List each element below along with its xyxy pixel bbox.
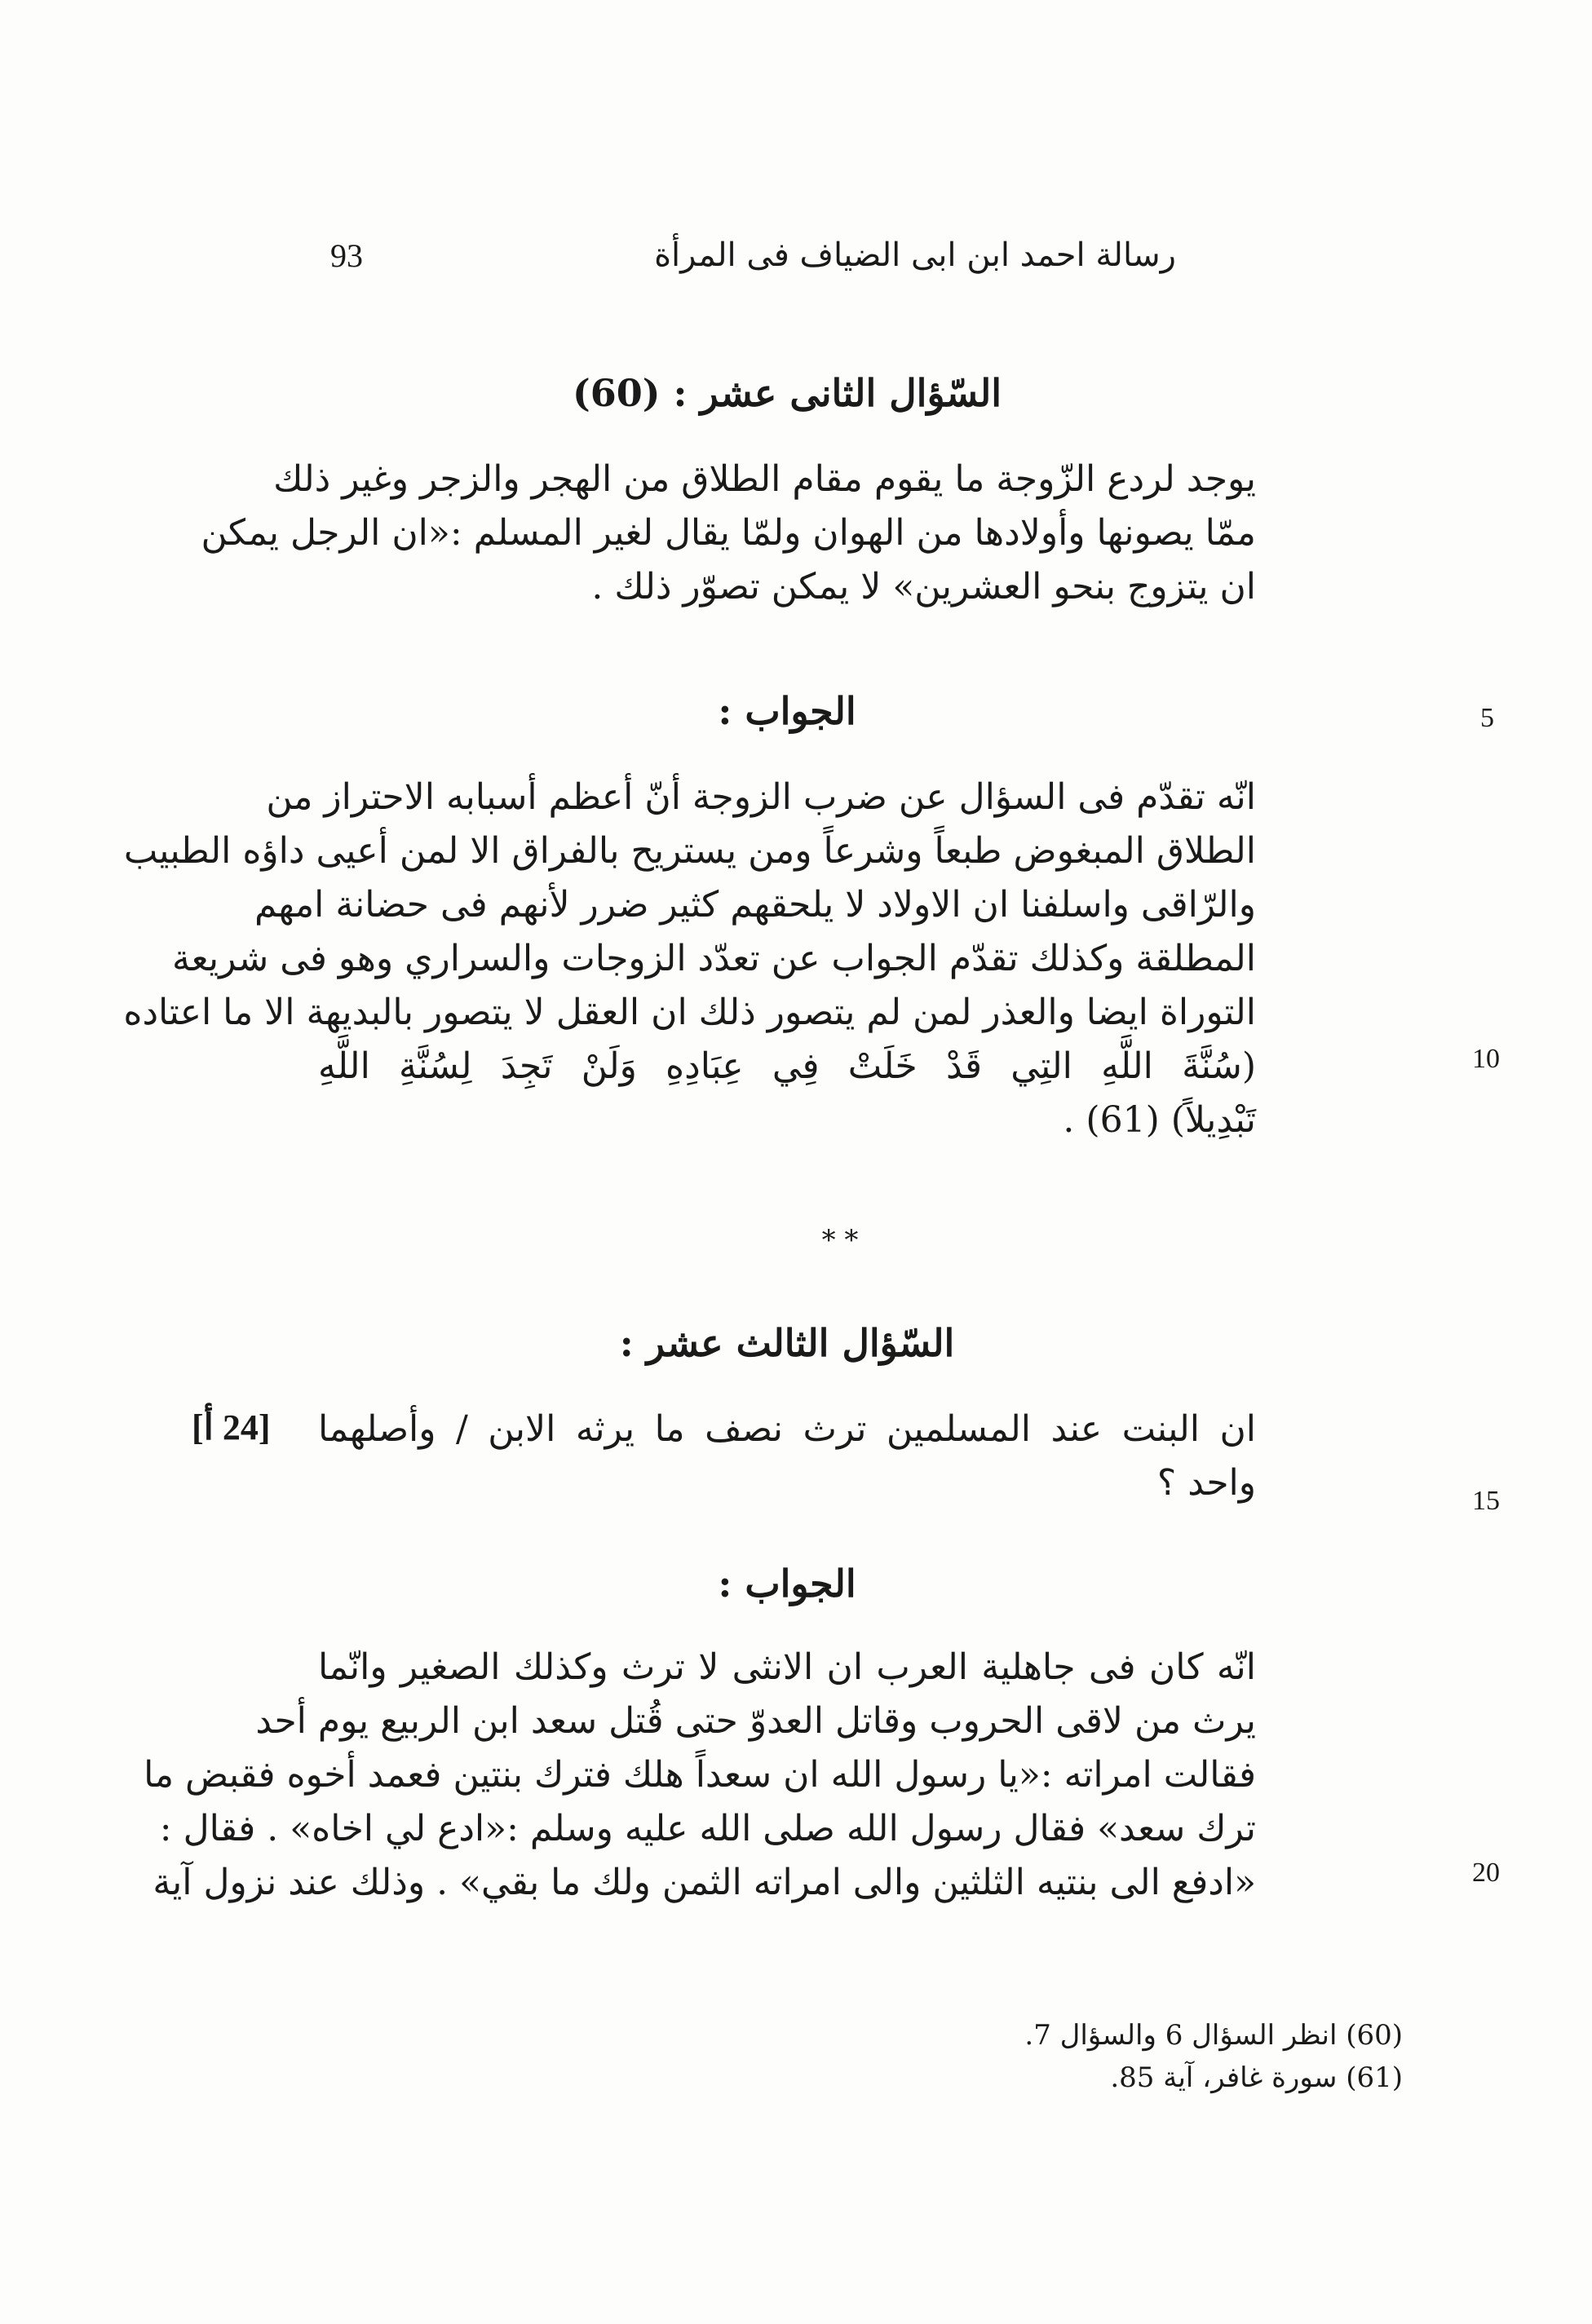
text-line: فقالت امراته :«يا رسول الله ان سعداً هلك فترك بنتين فعمد أخوه فقبض ما <box>144 1754 1256 1796</box>
question-13-heading: السّؤال الثالث عشر : <box>619 1321 955 1365</box>
text-line: (سُنَّةَ اللَّهِ التِي قَدْ خَلَتْ فِي عِبَادِهِ وَلَنْ تَجِدَ لِسُنَّةِ اللَّهِ <box>318 1045 1256 1087</box>
footnote-61: (61) سورة غافر، آية 85. <box>1110 2061 1403 2094</box>
text-line: ممّا يصونها وأولادها من الهوان ولمّا يقال لغير المسلم :«ان الرجل يمكن <box>201 512 1256 554</box>
question-12-heading: السّؤال الثانى عشر : (60) <box>572 371 1002 415</box>
answer-12-heading: الجواب : <box>718 689 856 733</box>
text-line: واحد ؟ <box>1156 1462 1256 1504</box>
text-line: ترك سعد» فقال رسول الله صلى الله عليه وسلم :«ادع لي اخاه» . فقال : <box>159 1808 1256 1849</box>
manuscript-folio-reference: [24 أ] <box>192 1407 271 1447</box>
question-13-text <box>318 1403 1256 1510</box>
text-line: تَبْدِيلاً) (61) . <box>1063 1099 1256 1141</box>
answer-12-text <box>123 771 1256 1147</box>
text-line: يوجد لردع الزّوجة ما يقوم مقام الطلاق من الهجر والزجر وغير ذلك <box>273 458 1256 500</box>
line-number-5: 5 <box>1480 703 1494 733</box>
answer-13-text <box>144 1641 1256 1910</box>
text-line: المطلقة وكذلك تقدّم الجواب عن تعدّد الزوجات والسراري وهو فى شريعة <box>172 938 1256 979</box>
answer-13-heading: الجواب : <box>718 1562 856 1606</box>
section-separator-asterisks: * * <box>821 1224 859 1257</box>
text-line: التوراة ايضا والعذر لمن لم يتصور ذلك ان العقل لا يتصور بالبديهة الا ما اعتاده <box>123 992 1256 1033</box>
line-number-10: 10 <box>1472 1044 1500 1074</box>
footnote-60: (60) انظر السؤال 6 والسؤال 7. <box>1024 2019 1403 2052</box>
footnotes <box>816 2014 1403 2099</box>
text-line: ان البنت عند المسلمين ترث نصف ما يرثه الابن / وأصلهما <box>318 1408 1256 1450</box>
page-number: 93 <box>330 237 363 274</box>
text-line: انّه كان فى جاهلية العرب ان الانثى لا ترث وكذلك الصغير وانّما <box>318 1646 1256 1688</box>
text-line: انّه تقدّم فى السؤال عن ضرب الزوجة أنّ أعظم أسبابه الاحتراز من <box>266 776 1256 818</box>
question-12-text <box>201 453 1256 614</box>
text-line: «ادفع الى بنتيه الثلثين والى امراته الثمن ولك ما بقي» . وذلك عند نزول آية <box>153 1862 1256 1903</box>
line-number-15: 15 <box>1472 1486 1500 1516</box>
text-line: يرث من لاقى الحروب وقاتل العدوّ حتى قُتل سعد ابن الربيع يوم أحد <box>255 1700 1256 1742</box>
text-line: والرّاقى واسلفنا ان الاولاد لا يلحقهم كثير ضرر لأنهم فى حضانة امهم <box>254 884 1256 926</box>
line-number-20: 20 <box>1472 1858 1500 1888</box>
running-header-title: رسالة احمد ابن ابى الضياف فى المرأة <box>654 236 1176 274</box>
text-line: الطلاق المبغوض طبعاً وشرعاً ومن يستريح بالفراق الا لمن أعيى داؤه الطبيب <box>123 830 1256 872</box>
text-line: ان يتزوج بنحو العشرين» لا يمكن تصوّر ذلك . <box>591 566 1256 608</box>
